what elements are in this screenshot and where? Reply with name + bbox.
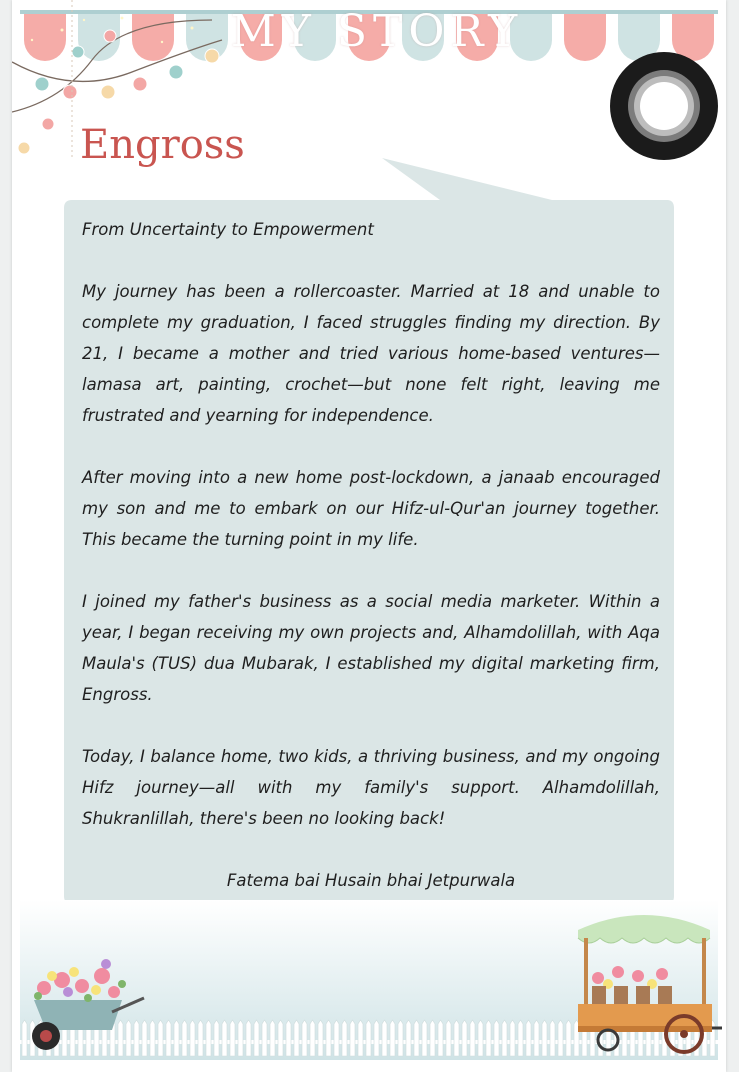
story-heading: From Uncertainty to Empowerment — [82, 220, 374, 239]
story-text — [82, 214, 660, 896]
story-paragraph: After moving into a new home post-lockdown, a janaab encouraged my son and me to embark on our Hifz-ul-Qur'an journey together. This became the turning point in my life. — [82, 468, 660, 549]
banner-title: MY STORY — [230, 6, 524, 57]
story-page — [12, 0, 726, 1072]
story-signature: Fatema bai Husain bhai Jetpurwala — [226, 871, 516, 890]
story-paragraph: My journey has been a rollercoaster. Married at 18 and unable to complete my graduation, I faced struggles finding my direction. By 21, I became a mother and tried various home-based ventures—lamasa art, painting, crochet—but none felt right, leaving me frustrated and yearning for independence. — [82, 282, 660, 425]
brand-name: Engross — [80, 122, 245, 168]
story-paragraph: I joined my father's business as a social media marketer. Within a year, I began receiving my own projects and, Alhamdolillah, with Aqa Maula's (TUS) dua Mubarak, I established my digital marketing firm, Engross. — [82, 592, 660, 704]
garden-footer — [12, 880, 726, 1072]
story-paragraph: Today, I balance home, two kids, a thriving business, and my ongoing Hifz journey—all with my family's support. Alhamdolillah, Shukranlillah, there's been no looking back! — [82, 747, 660, 828]
